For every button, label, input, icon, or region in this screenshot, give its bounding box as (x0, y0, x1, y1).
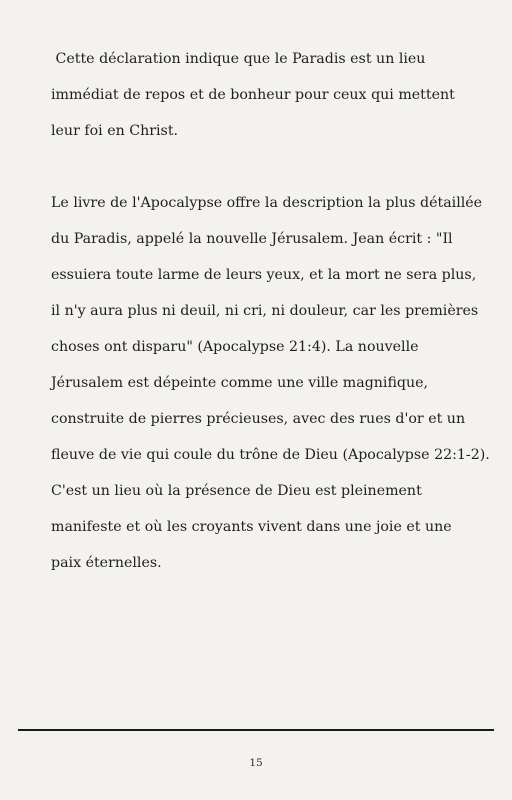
paragraph-line: il n'y aura plus ni deuil, ni cri, ni douleur, car les premières (51, 303, 479, 319)
page-number: 15 (249, 757, 263, 769)
paragraph-line: Cette déclaration indique que le Paradis est un lieu (51, 51, 426, 67)
paragraph-line: leur foi en Christ. (51, 123, 179, 139)
paragraph-line: essuiera toute larme de leurs yeux, et la mort ne sera plus, (51, 267, 477, 283)
paragraph-line: immédiat de repos et de bonheur pour ceux qui mettent (51, 87, 455, 103)
paragraph-line: fleuve de vie qui coule du trône de Dieu (Apocalypse 22:1-2). (51, 447, 490, 463)
paragraph-line: choses ont disparu" (Apocalypse 21:4). La nouvelle (51, 339, 419, 355)
footer-divider (18, 729, 494, 731)
paragraph-line: du Paradis, appelé la nouvelle Jérusalem. Jean écrit : "Il (51, 231, 453, 247)
paragraph-2 (51, 185, 490, 581)
paragraph-1 (51, 41, 481, 149)
paragraph-line: Jérusalem est dépeinte comme une ville magnifique, (51, 375, 429, 391)
paragraph-line: manifeste et où les croyants vivent dans une joie et une (51, 519, 452, 535)
paragraph-line: C'est un lieu où la présence de Dieu est pleinement (51, 483, 422, 499)
paragraph-line: paix éternelles. (51, 555, 162, 571)
paragraph-line: Le livre de l'Apocalypse offre la description la plus détaillée (51, 195, 483, 211)
paragraph-line: construite de pierres précieuses, avec des rues d'or et un (51, 411, 466, 427)
